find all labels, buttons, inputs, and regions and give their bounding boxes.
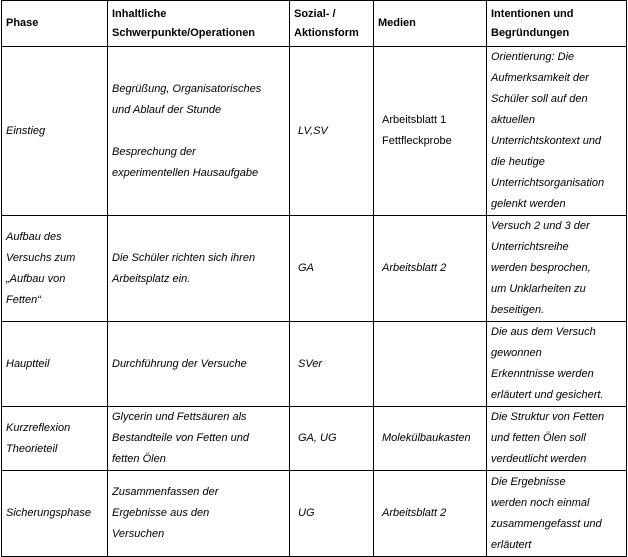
cell-phase-line: Einstieg	[6, 124, 46, 137]
cell-medien	[374, 322, 487, 407]
cell-medien-line: Arbeitsblatt 2	[382, 262, 447, 274]
cell-intention-line: Unterrichtskontext und	[491, 135, 602, 147]
cell-sozial-line: GA, UG	[298, 432, 337, 444]
cell-phase	[2, 471, 108, 557]
cell-intention-line: verdeutlicht werden	[491, 453, 587, 465]
cell-inhalt-line: Besprechung der	[112, 145, 196, 158]
header-text-line: Begründungen	[491, 26, 570, 39]
header-text-line: Sozial- /	[294, 7, 336, 20]
cell-medien-line: Molekülbaukasten	[382, 432, 471, 444]
cell-intention-line: Erkenntnisse werden	[491, 368, 594, 380]
cell-phase	[2, 407, 108, 471]
cell-phase-line: Kurzreflexion	[6, 421, 71, 434]
cell-medien-line: Arbeitsblatt 2	[382, 507, 447, 519]
cell-inhalt-line: experimentellen Hausaufgabe	[112, 166, 259, 179]
cell-intention-line: gelenkt werden	[491, 198, 566, 210]
table-row	[2, 471, 627, 557]
cell-inhalt	[108, 471, 290, 557]
cell-inhalt	[108, 47, 290, 216]
cell-intention-line: werden besprochen,	[491, 262, 591, 274]
cell-intention-line: gewonnen	[491, 347, 542, 359]
cell-phase-line: Fetten“	[6, 293, 41, 306]
cell-intention-line: Die Ergebnisse	[491, 475, 566, 488]
header-text-line: Inhaltliche	[112, 7, 167, 20]
table-row	[2, 216, 627, 322]
header-intention	[487, 1, 627, 47]
cell-sozial	[290, 407, 374, 471]
cell-inhalt	[108, 322, 290, 407]
cell-phase	[2, 322, 108, 407]
header-row	[2, 1, 627, 47]
cell-intention-line: Schüler soll auf den	[491, 93, 588, 105]
cell-phase	[2, 216, 108, 322]
header-sozial	[290, 1, 374, 47]
cell-phase-line: Theorieteil	[6, 442, 58, 455]
cell-inhalt-line: fetten Ölen	[112, 453, 166, 465]
header-text-line: Phase	[6, 17, 39, 29]
cell-intention-line: Aufmerksamkeit der	[491, 72, 589, 84]
cell-intention	[487, 407, 627, 471]
cell-intention-line: Die Struktur von Fetten	[491, 411, 605, 423]
header-text-line: Aktionsform	[294, 26, 359, 39]
cell-medien	[374, 407, 487, 471]
cell-sozial	[290, 471, 374, 557]
cell-sozial-line: LV,SV	[298, 124, 328, 137]
cell-sozial-line: SVer	[298, 357, 323, 370]
cell-inhalt-line: Durchführung der Versuche	[112, 357, 247, 370]
cell-intention-line: Unterrichtsorganisation	[491, 177, 605, 189]
header-text-line: Medien	[378, 17, 416, 29]
cell-sozial	[290, 322, 374, 407]
cell-sozial-line: UG	[298, 507, 315, 519]
cell-intention-line: die heutige	[491, 156, 545, 168]
cell-phase	[2, 47, 108, 216]
cell-intention	[487, 216, 627, 322]
cell-inhalt-line: Bestandteile von Fetten und	[112, 432, 249, 444]
cell-phase-line: Versuchs zum	[6, 251, 76, 264]
cell-medien	[374, 216, 487, 322]
cell-intention-line: Versuch 2 und 3 der	[491, 220, 590, 232]
lesson-plan-table	[1, 0, 627, 557]
cell-intention	[487, 471, 627, 557]
cell-inhalt-line	[112, 121, 285, 142]
cell-sozial	[290, 216, 374, 322]
cell-intention-line: werden noch einmal	[491, 496, 590, 509]
cell-inhalt	[108, 216, 290, 322]
cell-intention-line: beseitigen.	[491, 304, 545, 316]
cell-phase-line: Sicherungsphase	[6, 507, 92, 519]
cell-intention-line: erläutert und gesichert.	[491, 389, 604, 401]
table-row	[2, 407, 627, 471]
cell-inhalt-line: Ergebnisse aus den	[112, 507, 210, 519]
cell-intention-line: um Unklarheiten zu	[491, 283, 586, 295]
cell-phase-line: Hauptteil	[6, 357, 50, 370]
cell-intention	[487, 322, 627, 407]
cell-inhalt-line: Begrüßung, Organisatorisches	[112, 82, 262, 95]
cell-phase-line: Aufbau des	[6, 230, 62, 243]
cell-intention	[487, 47, 627, 216]
cell-intention-line: erläutert	[491, 538, 532, 551]
cell-intention-line: Unterrichtsreihe	[491, 241, 569, 253]
table-row	[2, 322, 627, 407]
cell-sozial-line: GA	[298, 262, 314, 274]
cell-inhalt-line: Zusammenfassen der	[112, 486, 219, 498]
cell-medien-line: Fettfleckprobe	[382, 135, 452, 147]
cell-intention-line: zusammengefasst und	[491, 517, 602, 530]
cell-inhalt-line: Glycerin und Fettsäuren als	[112, 411, 247, 423]
table-row	[2, 47, 627, 216]
cell-medien	[374, 471, 487, 557]
cell-intention-line: Die aus dem Versuch	[491, 326, 596, 338]
cell-inhalt	[108, 407, 290, 471]
cell-medien-line: Arbeitsblatt 1	[382, 114, 447, 126]
header-phase	[2, 1, 108, 47]
cell-medien	[374, 47, 487, 216]
cell-phase-line: „Aufbau von	[6, 272, 66, 285]
cell-inhalt-line: Die Schüler richten sich ihren	[112, 251, 256, 264]
header-text-line: Intentionen und	[491, 7, 574, 20]
cell-intention-line: aktuellen	[491, 114, 536, 126]
header-text-line: Schwerpunkte/Operationen	[112, 26, 256, 39]
cell-inhalt-line: Versuchen	[112, 528, 165, 540]
cell-sozial	[290, 47, 374, 216]
header-inhalt	[108, 1, 290, 47]
cell-inhalt-line: Arbeitsplatz ein.	[112, 272, 191, 285]
cell-inhalt-line: und Ablauf der Stunde	[112, 103, 222, 116]
cell-medien-line	[382, 354, 482, 375]
cell-intention-line: Orientierung: Die	[491, 51, 575, 63]
cell-intention-line: und fetten Ölen soll	[491, 432, 586, 444]
header-medien	[374, 1, 487, 47]
